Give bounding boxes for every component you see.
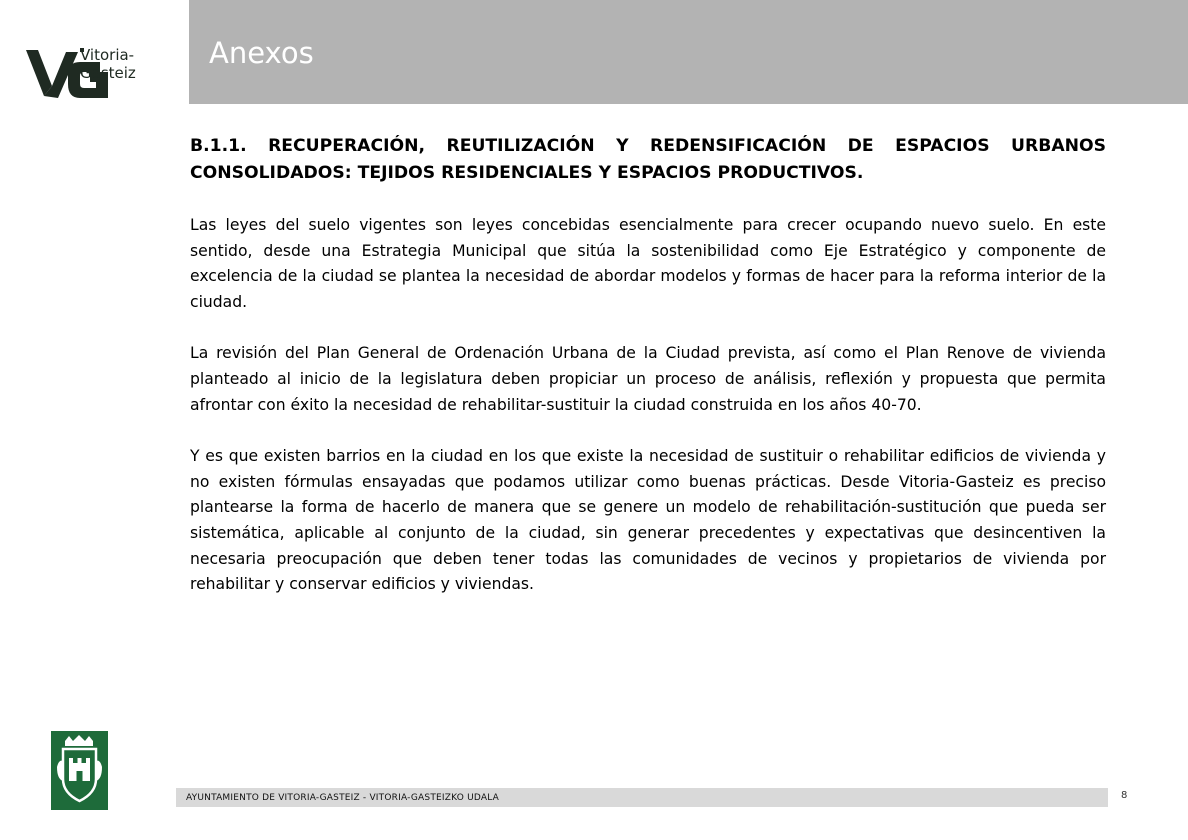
page-number: 8 (1121, 790, 1128, 801)
header-bar (189, 0, 1188, 104)
footer-text: AYUNTAMIENTO DE VITORIA-GASTEIZ - VITORIA-GASTEIZKO UDALA (186, 793, 499, 803)
paragraph-1: Las leyes del suelo vigentes son leyes concebidas esencialmente para crecer ocupando nuevo suelo. En este sentido, desde una Estrategia Municipal que sitúa la sostenibilidad como Eje Estratégico y componente de excelencia de la ciudad se plantea la necesidad de abordar modelos y formas de hacer para la reforma interior de la ciudad. (190, 216, 1106, 311)
page-title: Anexos (209, 36, 314, 70)
coat-of-arms-emblem (51, 731, 108, 810)
castle-icon (51, 731, 108, 810)
footer-bar (176, 788, 1108, 807)
city-logo (0, 0, 188, 104)
paragraph-2: La revisión del Plan General de Ordenación Urbana de la Ciudad prevista, así como el Plan Renove de vivienda planteado al inicio de la legislatura deben propiciar un proceso de análisis, reflexión y propuesta que permita afrontar con éxito la necesidad de rehabilitar-sustituir la ciudad construida en los años 40-70. (190, 344, 1106, 414)
paragraph-3: Y es que existen barrios en la ciudad en los que existe la necesidad de sustituir o rehabilitar edificios de vivienda y no existen fórmulas ensayadas que podamos utilizar como buenas prácticas. Desde Vitoria-Gasteiz es preciso plantearse la forma de hacerlo de manera que se genere un modelo de rehabilitación-sustitución que pueda ser sistemática, aplicable al conjunto de la ciudad, sin generar precedentes y expectativas que desincentiven la necesaria preocupación que deben tener todas las comunidades de vecinos y propietarios de vivienda por rehabilitar y conservar edificios y viviendas. (190, 447, 1106, 594)
section-heading: B.1.1. RECUPERACIÓN, REUTILIZACIÓN Y REDENSIFICACIÓN DE ESPACIOS URBANOS CONSOLIDADOS: TEJIDOS RESIDENCIALES Y ESPACIOS PRODUCTIVOS. (190, 136, 1106, 183)
logo-text: Vitoria-Gasteiz (80, 46, 136, 82)
document-body (190, 133, 1106, 624)
